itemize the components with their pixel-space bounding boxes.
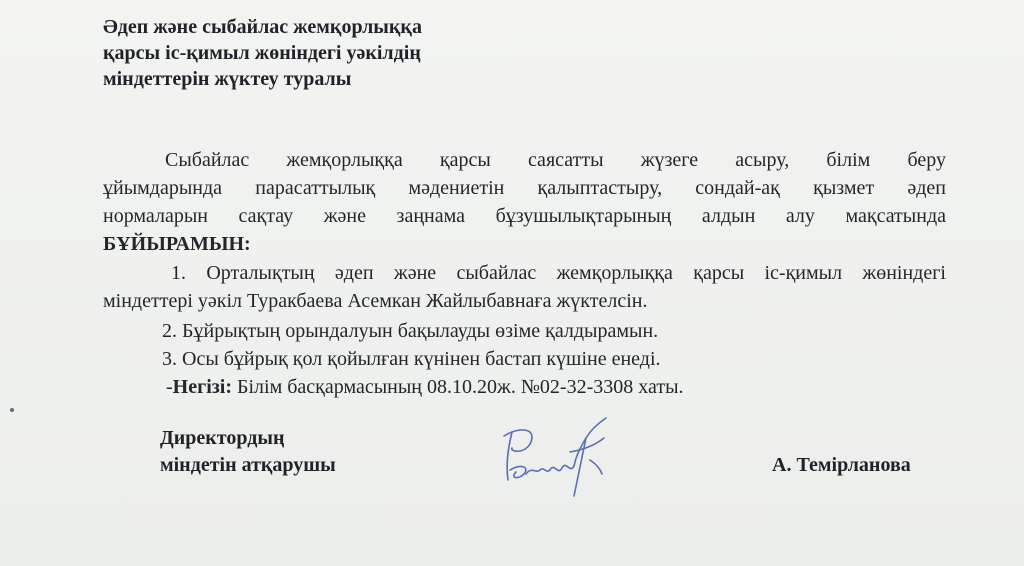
title-line-1: Әдеп және сыбайлас жемқорлыққа [103,16,422,38]
basis-text: Білім басқармасының 08.10.20ж. №02-32-3308 хаты. [232,376,684,398]
basis-line [166,373,684,401]
signatory-position [160,425,336,479]
document-title [103,14,422,92]
intro-line-2: ұйымдарында парасаттылық мәдениетін қалыптастыру, сондай-ақ қызмет әдеп [103,177,946,199]
basis-prefix: - [166,376,173,398]
signatory-position-line-2: міндетін атқарушы [160,454,336,476]
order-item-2: 2. Бұйрықтың орындалуын бақылауды өзіме қалдырамын. [162,320,659,342]
order-item-1-line-1: 1. Орталықтың әдеп және сыбайлас жемқорлыққа қарсы іс-қимыл жөніндегі [171,262,946,284]
title-line-2: қарсы іс-қимыл жөніндегі уәкілдің [103,42,421,64]
basis-label: Негізі: [172,376,232,398]
signatory-position-line-1: Директордың [160,427,285,449]
order-word: БҰЙЫРАМЫН: [103,233,251,255]
intro-paragraph [103,146,946,258]
order-item-3: 3. Осы бұйрық қол қойылған күнінен бастап күшіне енеді. [162,348,661,370]
order-item-1-line-2: міндеттері уәкіл Туракбаева Асемкан Жайлыбавнаға жүктелсін. [103,290,648,312]
order-item-1 [103,259,946,315]
title-line-3: міндеттерін жүктеу туралы [103,68,352,90]
intro-line-1: Сыбайлас жемқорлыққа қарсы саясатты жүзеге асыру, білім беру [165,149,946,171]
handwritten-signature [490,408,620,508]
intro-line-3: нормаларын сақтау және заңнама бұзушылықтарының алдын алу мақсатында [103,205,946,227]
scan-speck [10,408,14,412]
signatory-name: А. Темірланова [772,454,911,476]
